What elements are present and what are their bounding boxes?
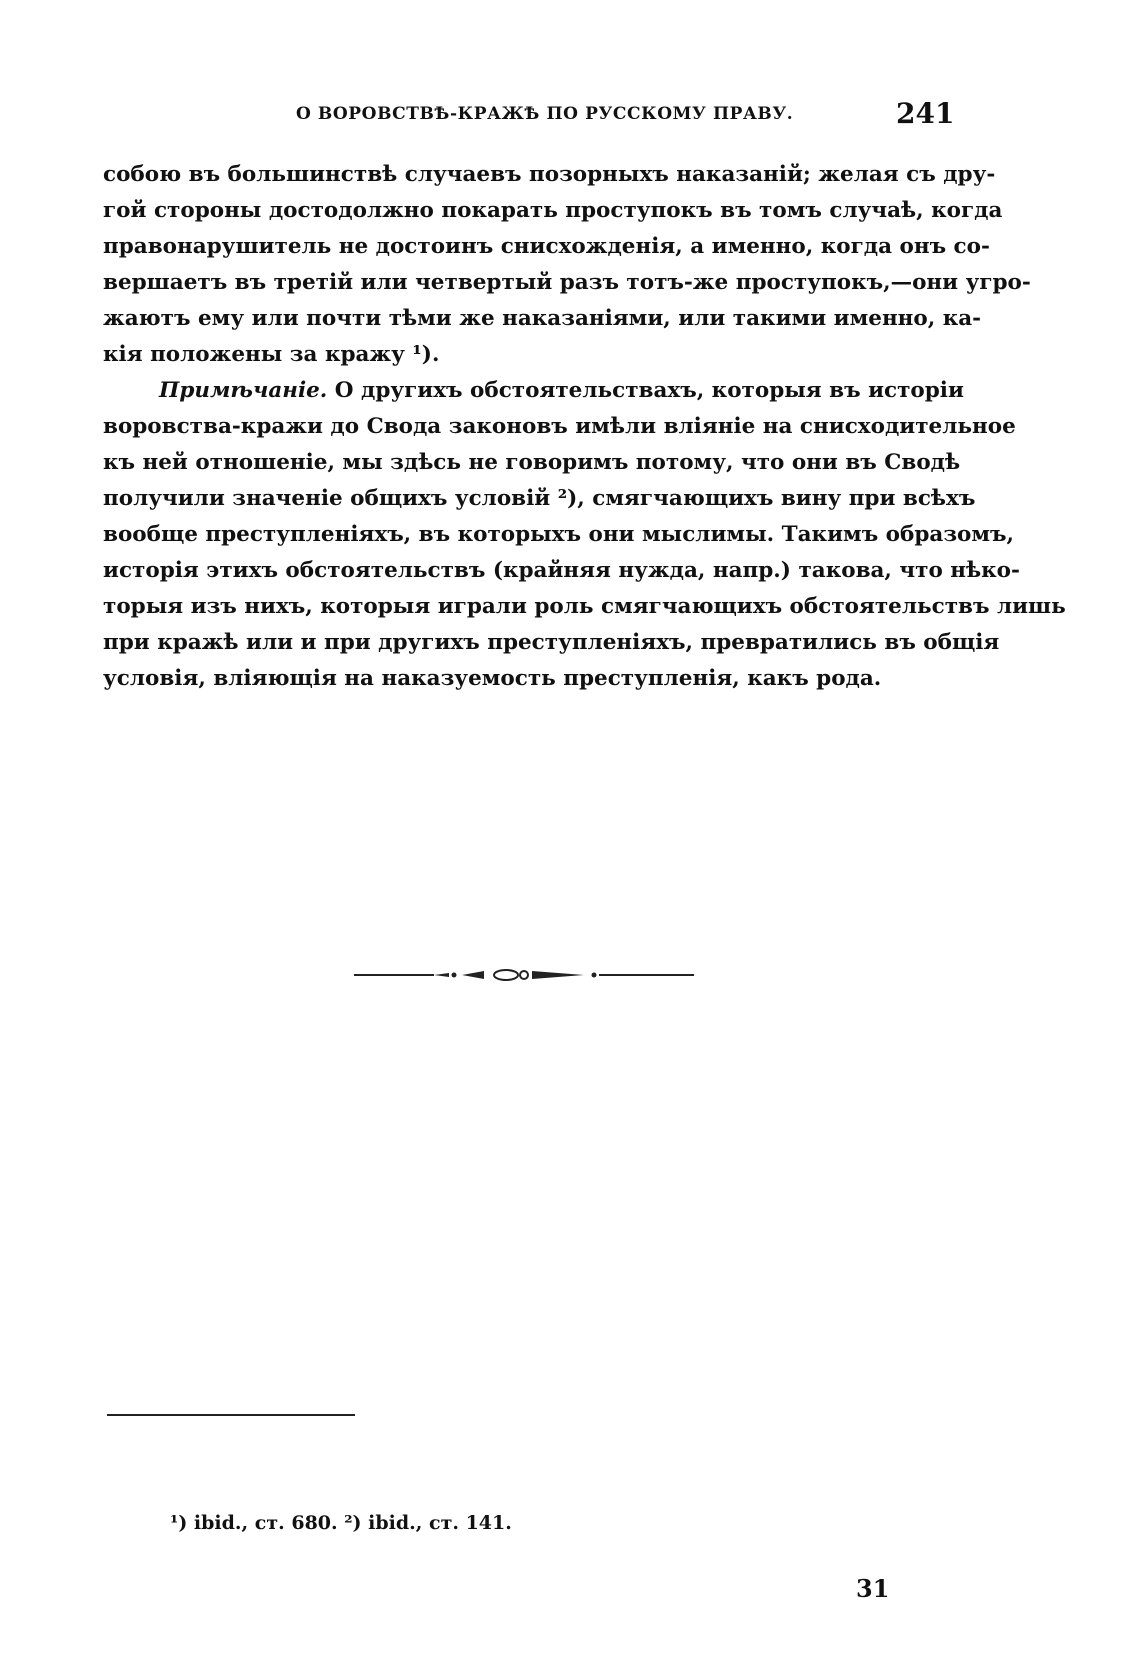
text-line: исторія этихъ обстоятельствъ (крайняя нужда, напр.) такова, что нѣко-: [103, 558, 1020, 583]
text-line: собою въ большинствѣ случаевъ позорныхъ наказаній; желая съ дру-: [103, 162, 996, 187]
text-line: вообще преступленіяхъ, въ которыхъ они мыслимы. Такимъ образомъ,: [103, 522, 1015, 547]
text-line: при кражѣ или и при другихъ преступленіяхъ, превратились въ общія: [103, 630, 1000, 655]
body-text: [103, 157, 1066, 697]
text-line: кія положены за кражу ¹).: [103, 342, 440, 367]
footnote-rule: [107, 1414, 355, 1416]
text-line: условія, вліяющія на наказуемость преступленія, какъ рода.: [103, 666, 882, 691]
note-first-line: [103, 373, 964, 409]
note-label: Примѣчаніе.: [159, 378, 328, 403]
text-line: торыя изъ нихъ, которыя играли роль смягчающихъ обстоятельствъ лишь: [103, 594, 1066, 619]
note-first-line-text: О другихъ обстоятельствахъ, которыя въ исторіи: [327, 378, 964, 403]
signature-mark: 31: [856, 1574, 890, 1603]
text-line: воровства-кражи до Свода законовъ имѣли вліяніе на снисходительное: [103, 414, 1016, 439]
text-line: гой стороны достодолжно покарать проступокъ въ томъ случаѣ, когда: [103, 198, 1003, 223]
text-line: вершаетъ въ третій или четвертый разъ тотъ-же проступокъ,—они угро-: [103, 270, 1031, 295]
text-line: жаютъ ему или почти тѣми же наказаніями, или такими именно, ка-: [103, 306, 982, 331]
page-number: 241: [896, 97, 955, 130]
text-line: получили значеніе общихъ условій ²), смягчающихъ вину при всѣхъ: [103, 486, 976, 511]
ornament-divider: [354, 963, 694, 987]
running-head: О ВОРОВСТВѢ-КРАЖѢ ПО РУССКОМУ ПРАВУ.: [296, 104, 794, 124]
text-line: правонарушитель не достоинъ снисхожденія, а именно, когда онъ со-: [103, 234, 990, 259]
text-line: къ ней отношеніе, мы здѣсь не говоримъ потому, что они въ Сводѣ: [103, 450, 961, 475]
footnotes: ¹) ibid., ст. 680. ²) ibid., ст. 141.: [170, 1512, 512, 1534]
